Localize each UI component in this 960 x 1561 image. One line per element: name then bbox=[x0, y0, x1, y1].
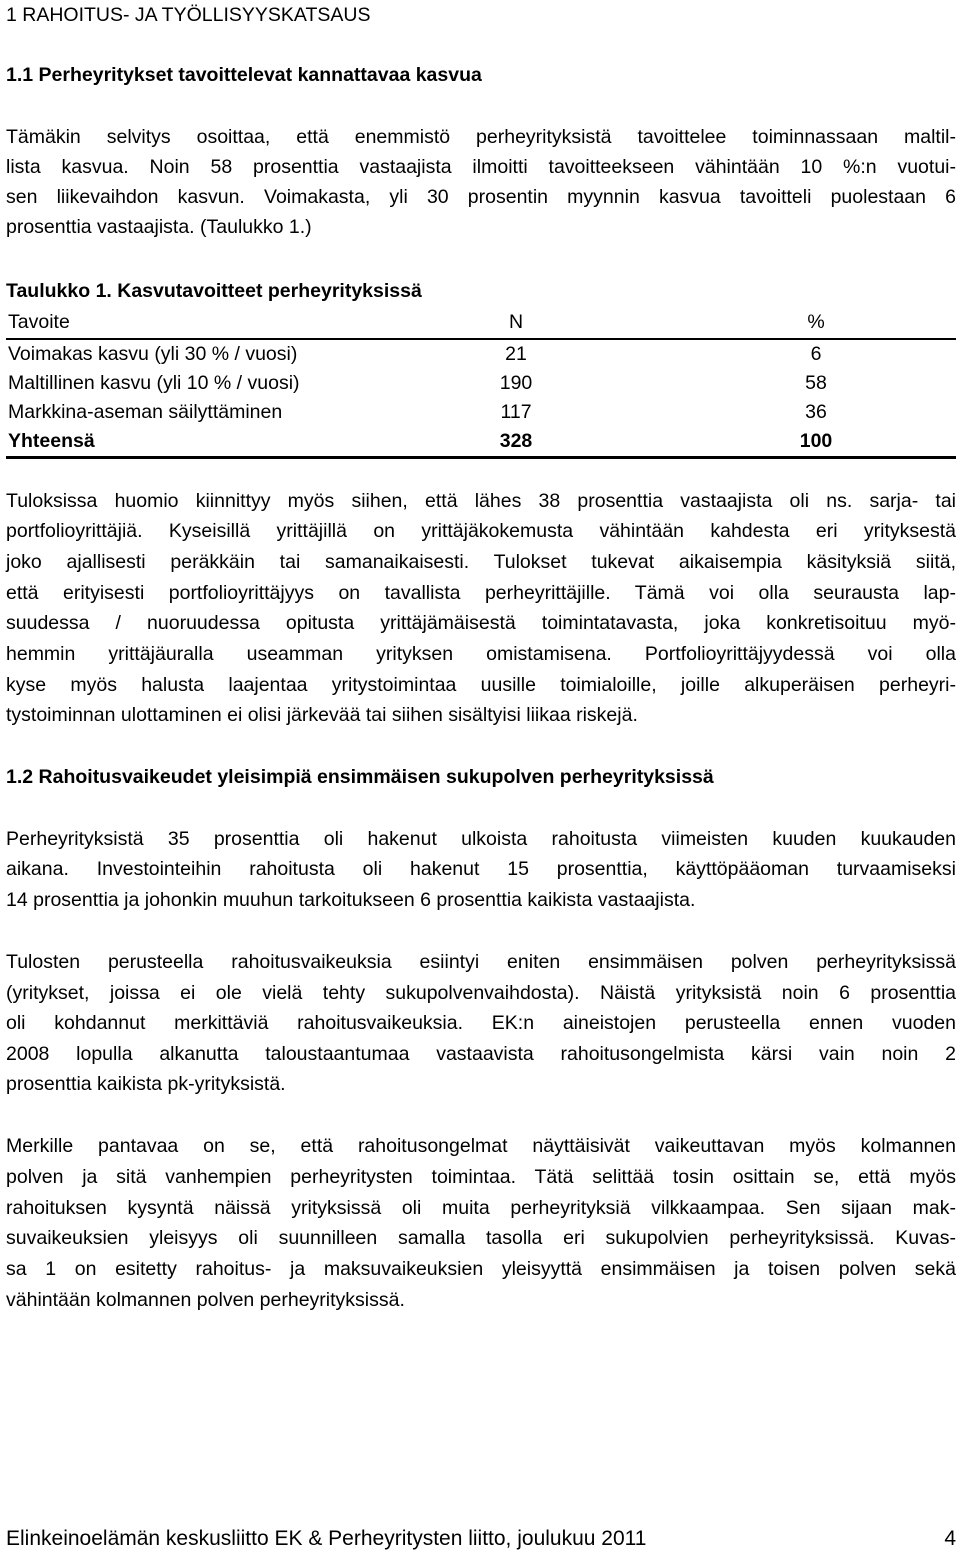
body-line: vähintään kolmannen polven perheyrityksissä. bbox=[6, 1289, 405, 1311]
body-line: 2008 lopulla alkanutta taloustaantumaa vastaavista rahoitusongelmista kärsi vain noin 2 bbox=[6, 1043, 956, 1065]
table-header-row bbox=[6, 308, 956, 340]
body-line: suvaikeuksien yleisyys oli suunnilleen samalla tasolla eri sukupolvien perheyrityksissä. Kuvas- bbox=[6, 1227, 956, 1249]
header-percent: % bbox=[807, 311, 825, 333]
cell-n: 117 bbox=[500, 401, 532, 423]
section-1-1-title: 1.1 Perheyritykset tavoittelevat kannattavaa kasvua bbox=[6, 64, 482, 86]
body-line: (yritykset, joissa ei ole vielä tehty sukupolvenvaihdosta). Näistä yrityksistä noin 6 prosenttia bbox=[6, 982, 956, 1004]
cell-percent: 58 bbox=[805, 372, 827, 394]
cell-goal: Markkina-aseman säilyttäminen bbox=[8, 401, 283, 423]
table-caption: Taulukko 1. Kasvutavoitteet perheyrityksissä bbox=[6, 280, 422, 302]
header-n: N bbox=[508, 311, 524, 333]
body-line: tystoiminnan ulottaminen ei olisi järkevää tai siihen sisältyisi liikaa riskejä. bbox=[6, 704, 638, 726]
total-label: Yhteensä bbox=[8, 430, 95, 452]
body-line: Perheyrityksistä 35 prosenttia oli hakenut ulkoista rahoitusta viimeisten kuuden kuukauden bbox=[6, 828, 956, 850]
body-line: rahoituksen kysyntä näissä yrityksissä oli muita perheyrityksiä vilkkaampaa. Sen sijaan mak- bbox=[6, 1197, 956, 1219]
body-line: portfolioyrittäjiä. Kyseisillä yrittäjillä on yrittäjäkokemusta vähintään kahdesta eri yrityksestä bbox=[6, 520, 956, 542]
page-number: 4 bbox=[944, 1527, 956, 1550]
footer-source: Elinkeinoelämän keskusliitto EK & Perheyritysten liitto, joulukuu 2011 bbox=[6, 1527, 647, 1550]
body-line: prosenttia kaikista pk-yrityksistä. bbox=[6, 1073, 286, 1095]
body-line: oli kohdannut merkittäviä rahoitusvaikeuksia. EK:n aineistojen perusteella ennen vuoden bbox=[6, 1012, 956, 1034]
body-line: aikana. Investointeihin rahoitusta oli hakenut 15 prosenttia, käyttöpääoman turvaamiseksi bbox=[6, 858, 956, 880]
cell-goal: Maltillinen kasvu (yli 10 % / vuosi) bbox=[8, 372, 300, 394]
body-line: polven ja sitä vanhempien perheyritysten toimintaa. Tätä selittää tosin osittain se, että myös bbox=[6, 1166, 956, 1188]
header-goal: Tavoite bbox=[8, 311, 70, 333]
cell-percent: 6 bbox=[810, 343, 822, 365]
intro-line: sen liikevaihdon kasvun. Voimakasta, yli 30 prosentin myynnin kasvua tavoitteli puolestaan 6 bbox=[6, 186, 956, 208]
body-line: Tulosten perusteella rahoitusvaikeuksia esiintyi eniten ensimmäisen polven perheyrityksissä bbox=[6, 951, 956, 973]
body-line: suudessa / nuoruudessa opitusta yrittäjämäisestä toimintatavasta, joka konkretisoituu myö- bbox=[6, 612, 956, 634]
table-row bbox=[6, 369, 956, 398]
body-line: hemmin yrittäjäuralla useamman yrityksen omistamisena. Portfolioyrittäjyydessä voi olla bbox=[6, 643, 956, 665]
body-line: joko ajallisesti peräkkäin tai samanaikaisesti. Tulokset tukevat aikaisempia käsityksiä siitä, bbox=[6, 551, 956, 573]
table-total-row bbox=[6, 427, 956, 459]
intro-line: prosenttia vastaajista. (Taulukko 1.) bbox=[6, 216, 312, 238]
body-line: sa 1 on esitetty rahoitus- ja maksuvaikeuksien yleisyyttä ensimmäisen ja toisen polven sekä bbox=[6, 1258, 956, 1280]
cell-goal: Voimakas kasvu (yli 30 % / vuosi) bbox=[8, 343, 298, 365]
intro-line: lista kasvua. Noin 58 prosenttia vastaajista ilmoitti tavoitteekseen vähintään 10 %:n vuotui- bbox=[6, 156, 956, 178]
body-line: 14 prosenttia ja johonkin muuhun tarkoitukseen 6 prosenttia kaikista vastaajista. bbox=[6, 889, 696, 911]
chapter-heading: 1 RAHOITUS- JA TYÖLLISYYSKATSAUS bbox=[6, 4, 371, 26]
cell-n: 21 bbox=[505, 343, 527, 365]
cell-percent: 36 bbox=[805, 401, 827, 423]
body-line: Tuloksissa huomio kiinnittyy myös siihen, että lähes 38 prosenttia vastaajista oli ns. sarja- tai bbox=[6, 490, 956, 512]
cell-n: 190 bbox=[499, 372, 533, 394]
total-percent: 100 bbox=[799, 430, 833, 452]
intro-line: Tämäkin selvitys osoittaa, että enemmistö perheyrityksistä tavoittelee toiminnassaan maltil- bbox=[6, 126, 956, 148]
table-row bbox=[6, 398, 956, 427]
total-n: 328 bbox=[499, 430, 533, 452]
body-line: että erityisesti portfolioyrittäjyys on tavallista perheyrittäjille. Tämä voi olla seurausta lap- bbox=[6, 582, 956, 604]
table-row bbox=[6, 340, 956, 369]
body-line: kyse myös halusta laajentaa yritystoimintaa uusille toimialoille, joille alkuperäisen perheyri- bbox=[6, 674, 956, 696]
section-1-2-title: 1.2 Rahoitusvaikeudet yleisimpiä ensimmäisen sukupolven perheyrityksissä bbox=[6, 766, 714, 788]
growth-goals-table bbox=[6, 308, 956, 459]
body-line: Merkille pantavaa on se, että rahoitusongelmat näyttäisivät vaikeuttavan myös kolmannen bbox=[6, 1135, 956, 1157]
